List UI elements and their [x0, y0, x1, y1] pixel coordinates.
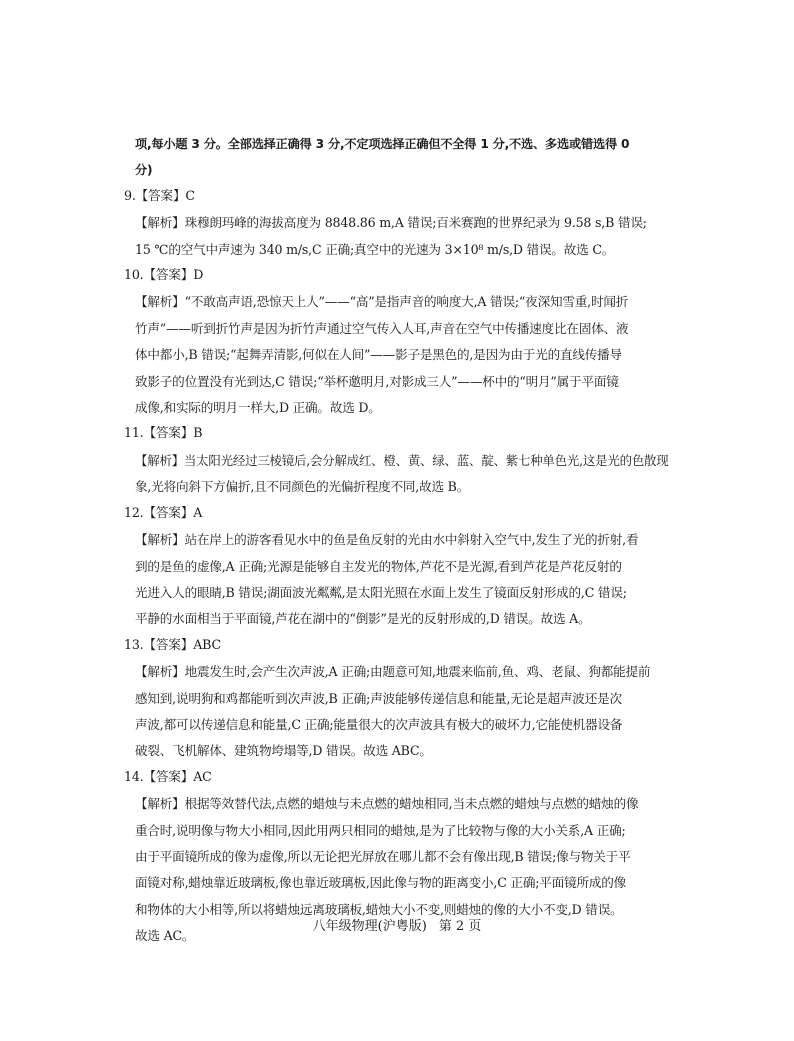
answer-line: 13.【答案】ABC [124, 637, 221, 653]
footer-page-number: 第 2 页 [438, 919, 482, 934]
question-list [124, 184, 669, 950]
analysis-line: 成像,和实际的明月一样大,D 正确。故选 D。 [135, 400, 381, 416]
answer-line: 9.【答案】C [124, 188, 195, 204]
analysis-line: 【解析】地震发生时,会产生次声波,A 正确;由题意可知,地震来临前,鱼、鸡、老鼠、狗都能提前 [135, 664, 651, 680]
analysis-line: 体中都小,B 错误;“起舞弄清影,何似在人间”——影子是黑色的,是因为由于光的直线传播导 [135, 347, 622, 363]
analysis-line: 由于平面镜所成的像为虚像,所以无论把光屏放在哪儿都不会有像出现,B 错误;像与物关于平 [135, 848, 631, 864]
page-footer [0, 917, 794, 937]
question-block [124, 184, 665, 263]
header-note-line-1: 项,每小题 3 分。全部选择正确得 3 分,不定项选择正确但不全得 1 分,不选、多选或错选得 0 [135, 137, 630, 151]
analysis-line: 重合时,说明像与物大小相同,因此用两只相同的蜡烛,是为了比较物与像的大小关系,A 正确; [135, 822, 626, 838]
answer-line: 10.【答案】D [124, 268, 204, 284]
question-block [124, 421, 669, 500]
footer-subject: 八年级物理(沪粤版) [312, 919, 427, 934]
question-block [124, 501, 665, 633]
analysis-line: 致影子的位置没有光到达,C 错误;“举杯邀明月,对影成三人”——杯中的“明月”属于平面镜 [135, 373, 619, 389]
analysis-line: 15 ℃的空气中声速为 340 m/s,C 正确;真空中的光速为 3×10⁸ m/s,D 错误。故选 C。 [135, 241, 615, 257]
answer-line: 14.【答案】AC [124, 769, 212, 785]
question-block [124, 263, 665, 421]
analysis-line: 面镜对称,蜡烛靠近玻璃板,像也靠近玻璃板,因此像与物的距离变小,C 正确;平面镜所成的像 [135, 875, 627, 891]
analysis-line: 故选 AC。 [135, 928, 195, 944]
analysis-line: 【解析】站在岸上的游客看见水中的鱼是鱼反射的光由水中斜射入空气中,发生了光的折射,看 [135, 532, 639, 548]
analysis-line: 平静的水面相当于平面镜,芦花在湖中的“倒影”是光的反射形成的,D 错误。故选 A。 [135, 611, 591, 627]
question-block [124, 633, 665, 765]
analysis-line: 光进入人的眼睛,B 错误;湖面波光粼粼,是太阳光照在水面上发生了镜面反射形成的,C 错误; [135, 584, 627, 600]
analysis-line: 【解析】珠穆朗玛峰的海拔高度为 8848.86 m,A 错误;百米赛跑的世界纪录为 9.58 s,B 错误; [135, 215, 647, 231]
analysis-line: 竹声”——听到折竹声是因为折竹声通过空气传入人耳,声音在空气中传播速度比在固体、液 [135, 320, 629, 336]
answer-line: 11.【答案】B [124, 426, 203, 442]
analysis-line: 破裂、飞机解体、建筑物垮塌等,D 错误。故选 ABC。 [135, 743, 432, 759]
answer-content [124, 131, 669, 950]
analysis-line: 象,光将向斜下方偏折,且不同颜色的光偏折程度不同,故选 B。 [135, 479, 470, 495]
header-note-line-2: 分) [135, 163, 153, 178]
analysis-line: 【解析】“不敢高声语,恐惊天上人”——“高”是指声音的响度大,A 错误;“夜深知雪重,时闻折 [135, 294, 629, 310]
analysis-line: 到的是鱼的虚像,A 正确;光源是能够自主发光的物体,芦花不是光源,看到芦花是芦花反射的 [135, 558, 622, 574]
analysis-line: 【解析】根据等效替代法,点燃的蜡烛与未点燃的蜡烛相同,当未点燃的蜡烛与点燃的蜡烛的像 [135, 796, 639, 812]
analysis-line: 和物体的大小相等,所以将蜡烛远离玻璃板,蜡烛大小不变,则蜡烛的像的大小不变,D 错误。 [135, 901, 623, 917]
analysis-line: 感知到,说明狗和鸡都能听到次声波,B 正确;声波能够传递信息和能量,无论是超声波还是次 [135, 690, 622, 706]
analysis-line: 声波,都可以传递信息和能量,C 正确;能量很大的次声波具有极大的破坏力,它能使机器设备 [135, 716, 623, 732]
analysis-line: 【解析】当太阳光经过三棱镜后,会分解成红、橙、黄、绿、蓝、靛、紫七种单色光,这是光的色散现 [135, 452, 669, 468]
answer-line: 12.【答案】A [124, 505, 203, 521]
